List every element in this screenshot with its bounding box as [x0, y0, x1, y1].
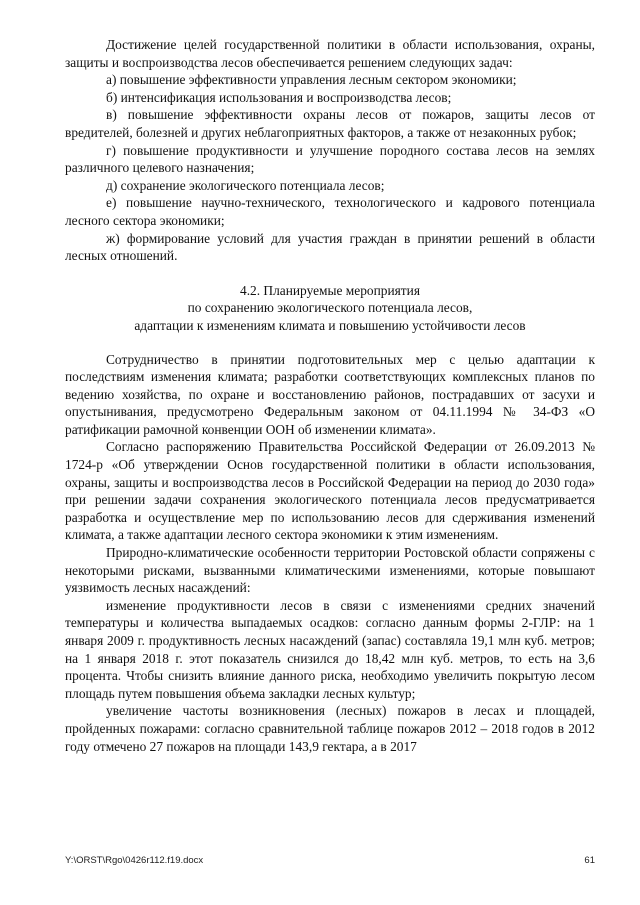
- body-paragraph: Согласно распоряжению Правительства Российской Федерации от 26.09.2013 № 1724-р «Об утверждении Основ государственной политики в области использования, охраны, защиты и воспроизводства лесов в Российской Федерации на период до 2030 года» при решении задачи сохранения экологического потенциала лесов предусматривается разработка и осуществление мер по использованию лесов для сдерживания изменений климата, а также адаптации лесного сектора экономики к этим изменениям.: [65, 439, 595, 543]
- task-item-f: е) повышение научно-технического, технологического и кадрового потенциала лесного сектора экономики;: [65, 195, 595, 228]
- page-footer: [65, 855, 595, 869]
- body-paragraph: увеличение частоты возникновения (лесных) пожаров в лесах и площадей, пройденных пожарами: согласно сравнительной таблице пожаров 2012 – 2018 годов в 2012 году отмечено 27 пожаров на площади 143,9 гектара, а в 2017: [65, 703, 595, 754]
- task-item-b: б) интенсификация использования и воспроизводства лесов;: [106, 89, 452, 105]
- section-heading-line-2: по сохранению экологического потенциала лесов,: [187, 300, 473, 316]
- document-page: [65, 36, 595, 755]
- section-heading-line-1: 4.2. Планируемые мероприятия: [240, 282, 420, 298]
- file-path: Y:\ORST\Rgo\0426r112.f19.docx: [65, 855, 204, 866]
- task-item-d: г) повышение продуктивности и улучшение породного состава лесов на землях различного целевого назначения;: [65, 142, 595, 176]
- task-item-e: д) сохранение экологического потенциала лесов;: [106, 177, 385, 193]
- intro-paragraph: Достижение целей государственной политики в области использования, охраны, защиты и воспроизводства лесов обеспечивается решением следующих задач:: [65, 37, 595, 70]
- body-paragraph: Природно-климатические особенности территории Ростовской области сопряжены с некоторыми рисками, вызванными климатическими изменениями, которые повышают уязвимость лесных насаждений:: [65, 545, 595, 596]
- section-heading-line-3: адаптации к изменениям климата и повышению устойчивости лесов: [134, 317, 526, 333]
- task-item-a: а) повышение эффективности управления лесным сектором экономики;: [106, 72, 517, 88]
- section-heading: [65, 282, 595, 335]
- task-item-c: в) повышение эффективности охраны лесов от пожаров, защиты лесов от вредителей, болезней и других неблагоприятных факторов, а также от незаконных рубок;: [65, 107, 595, 140]
- body-paragraph: изменение продуктивности лесов в связи с изменениями средних значений температуры и количества выпадаемых осадков: согласно данным формы 2-ГЛР: на 1 января 2009 г. продуктивность лесных насаждений (запас) составляла 19,1 млн куб. метров; на 1 января 2018 г. этот показатель снизился до 18,42 млн куб. метров, то есть на 3,6 процента. Чтобы снизить влияние данного риска, необходимо увеличить покрытую лесом площадь путем повышения объема закладки лесных культур;: [65, 597, 595, 701]
- body-paragraph: Сотрудничество в принятии подготовительных мер с целью адаптации к последствиям изменения климата; разработки соответствующих комплексных планов по ведению хозяйства, по охране и восстановлению районов, пострадавших от засухи и опустынивания, предусмотрено Федеральным законом от 04.11.1994 № 34-ФЗ «О ратификации рамочной конвенции ООН об изменении климата».: [65, 351, 595, 437]
- page-number: 61: [584, 855, 595, 866]
- task-item-g: ж) формирование условий для участия граждан в принятии решений в области лесных отношений.: [65, 230, 595, 264]
